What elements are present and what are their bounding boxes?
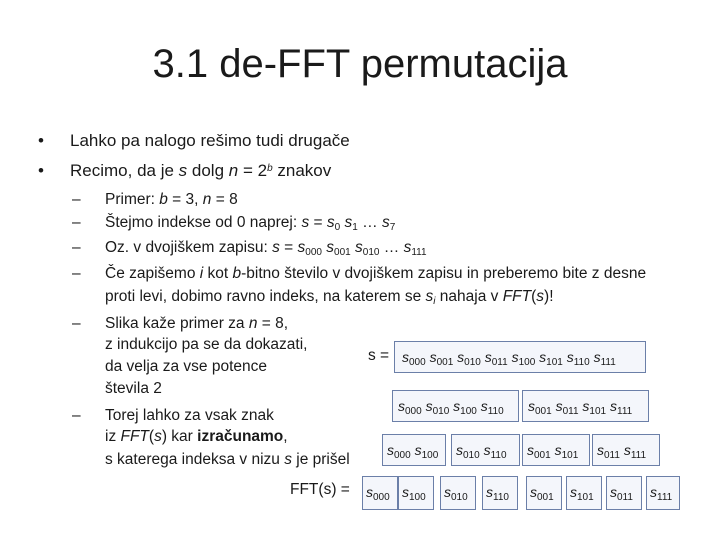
s-element: $s_{100}$: [414, 442, 439, 461]
level-2-sequence-2: [456, 442, 507, 461]
slika-line-3: da velja za vse potence: [105, 358, 267, 375]
s-element: $s_{001}$: [527, 442, 551, 461]
s-element: $s_{000}$: [366, 484, 390, 503]
s-element: $s_{100}$: [402, 484, 426, 503]
s-element: $s_{011}$: [610, 484, 633, 503]
s-element: $s_{101}$: [539, 349, 563, 368]
level-3-element-6: [570, 484, 594, 503]
level-2-sequence-4: [597, 442, 646, 461]
level-3-element-3: [444, 484, 468, 503]
level-2-sequence-3: [527, 442, 578, 461]
s-label: s =: [368, 347, 390, 364]
s-element: $s_{011}$: [555, 398, 579, 417]
slika-line-4: števila 2: [105, 380, 162, 397]
bullet-2-text: Recimo, da je s dolg $n = 2^b$ znakov: [70, 161, 332, 180]
level-3-element-8: [650, 484, 672, 503]
s-element: $s_{010}$: [444, 484, 468, 503]
torej-line-3: s katerega indeksa v nizu s je prišel: [105, 451, 350, 468]
s-element: $s_{010}$: [457, 349, 481, 368]
level-1-sequence-1: [398, 398, 504, 417]
s-element: $s_{011}$: [597, 442, 620, 461]
s-element: $s_{001}$: [530, 484, 554, 503]
s-element: $s_{011}$: [484, 349, 508, 368]
s-element: $s_{111}$: [610, 398, 633, 417]
level-3-element-4: [486, 484, 509, 503]
s-element: $s_{101}$: [570, 484, 594, 503]
level-1-sequence-2: [528, 398, 632, 417]
level-3-element-5: [530, 484, 554, 503]
s-element: $s_{111}$: [623, 442, 647, 461]
s-element: $s_{001}$: [429, 349, 454, 368]
bullet-dot: •: [38, 161, 44, 180]
bullet-1: [38, 131, 350, 151]
slika-line-2: z indukcijo pa se da dokazati,: [105, 336, 308, 353]
sub-bullet-primer-text: Primer: b = 3, n = 8: [105, 191, 238, 208]
s-element: $s_{000}$: [398, 398, 422, 417]
sub-bullet-ce-text: Če zapišemo i kot b-bitno število v dvojiškem zapisu in preberemo bite z desne: [105, 265, 647, 282]
sub-bullet-dvojisko-text: Oz. v dvojiškem zapisu: $s = s_{000}$ $s_{001}$ $s_{010}$ … $s_{111}$: [105, 239, 427, 258]
slide: 3.1 de-FFT permutacija • Lahko pa nalogo rešimo tudi drugače • Recimo, da je s dolg $n = 2^b$ znakov – Primer: b = 3, n = 8 – Štejmo indekse od 0 naprej: $s = s_0$ $s_1$ … $s_7$ – Oz. v dvojiškem zapisu: $s = s_{000}$ $s_{001}$ $s_{010}$ … $s_{111}$ – Če zapišemo i kot b-bitno število v dvojiškem zapisu in preberemo bite z desne proti levi, dobimo ravno indeks, na katerem se $s_i$ nahaja v FFT(s)! – Slika kaže primer za n = 8, z indukcijo pa se da dokazati, da velja za vse potence števila 2 – Torej lahko za vsak znak iz FFT(s) kar izračunamo, s katerega indeksa v nizu s je prišel s = $s_{000}$ $s_{001}$ $s_{010}$ $s_{011}$ $s_{100}$ $s_{101}$ $s_{110}$ $s_{111}$ $s_{000}$ $s_{010}$ $s_{100}$ $s_{110}$ $s_{001}$ $s_{011}$ $s_{101}$ $s_{111}$ $s_{000}$ $s_{100}$ $s_{010}$ $s_{110}$ $s_{001}$ $s_{101}$ $s_{011}$ $s_{111}$ FFT(s) = $s_{000}$ $s_{100}$ $s_{010}$ $s_{110}$ $s_{001}$ $s_{101}$ $s_{011}$ $s_{111}$: [0, 0, 720, 540]
s-element: $s_{111}$: [650, 484, 673, 503]
s-element: $s_{000}$: [387, 442, 411, 461]
slide-title: 3.1 de-FFT permutacija: [152, 42, 568, 86]
s-element: $s_{111}$: [593, 349, 616, 368]
level-3-element-7: [610, 484, 633, 503]
sub-bullet-torej-text: Torej lahko za vsak znak: [105, 407, 274, 424]
s-element: $s_{100}$: [511, 349, 536, 368]
level-2-sequence-1: [387, 442, 438, 461]
s-element: $s_{010}$: [425, 398, 450, 417]
fft-label: FFT(s) =: [290, 481, 350, 498]
s-element: $s_{101}$: [582, 398, 607, 417]
bullet-2: [38, 161, 332, 181]
s-element: $s_{110}$: [486, 484, 509, 503]
s-element: $s_{110}$: [483, 442, 507, 461]
s-element: $s_{001}$: [528, 398, 552, 417]
bullet-dot: •: [38, 131, 44, 150]
level-3-element-1: [366, 484, 390, 503]
s-element: $s_{000}$: [402, 349, 426, 368]
s-element: $s_{010}$: [456, 442, 480, 461]
bullet-1-text: Lahko pa nalogo rešimo tudi drugače: [70, 131, 350, 150]
sub-bullet-ce-continued: proti levi, dobimo ravno indeks, na katerem se $s_i$ nahaja v FFT(s)!: [105, 288, 554, 307]
sub-bullet-slika-text: Slika kaže primer za n = 8,: [105, 315, 289, 332]
sub-bullet-indeksi-text: Štejmo indekse od 0 naprej: $s = s_0$ $s_1$ … $s_7$: [105, 214, 396, 233]
level-3-element-2: [402, 484, 426, 503]
level-0-sequence: [402, 349, 616, 368]
s-element: $s_{110}$: [480, 398, 504, 417]
s-element: $s_{100}$: [453, 398, 477, 417]
s-element: $s_{110}$: [566, 349, 590, 368]
torej-line-2: iz FFT(s) kar izračunamo,: [105, 428, 288, 445]
s-element: $s_{101}$: [554, 442, 579, 461]
